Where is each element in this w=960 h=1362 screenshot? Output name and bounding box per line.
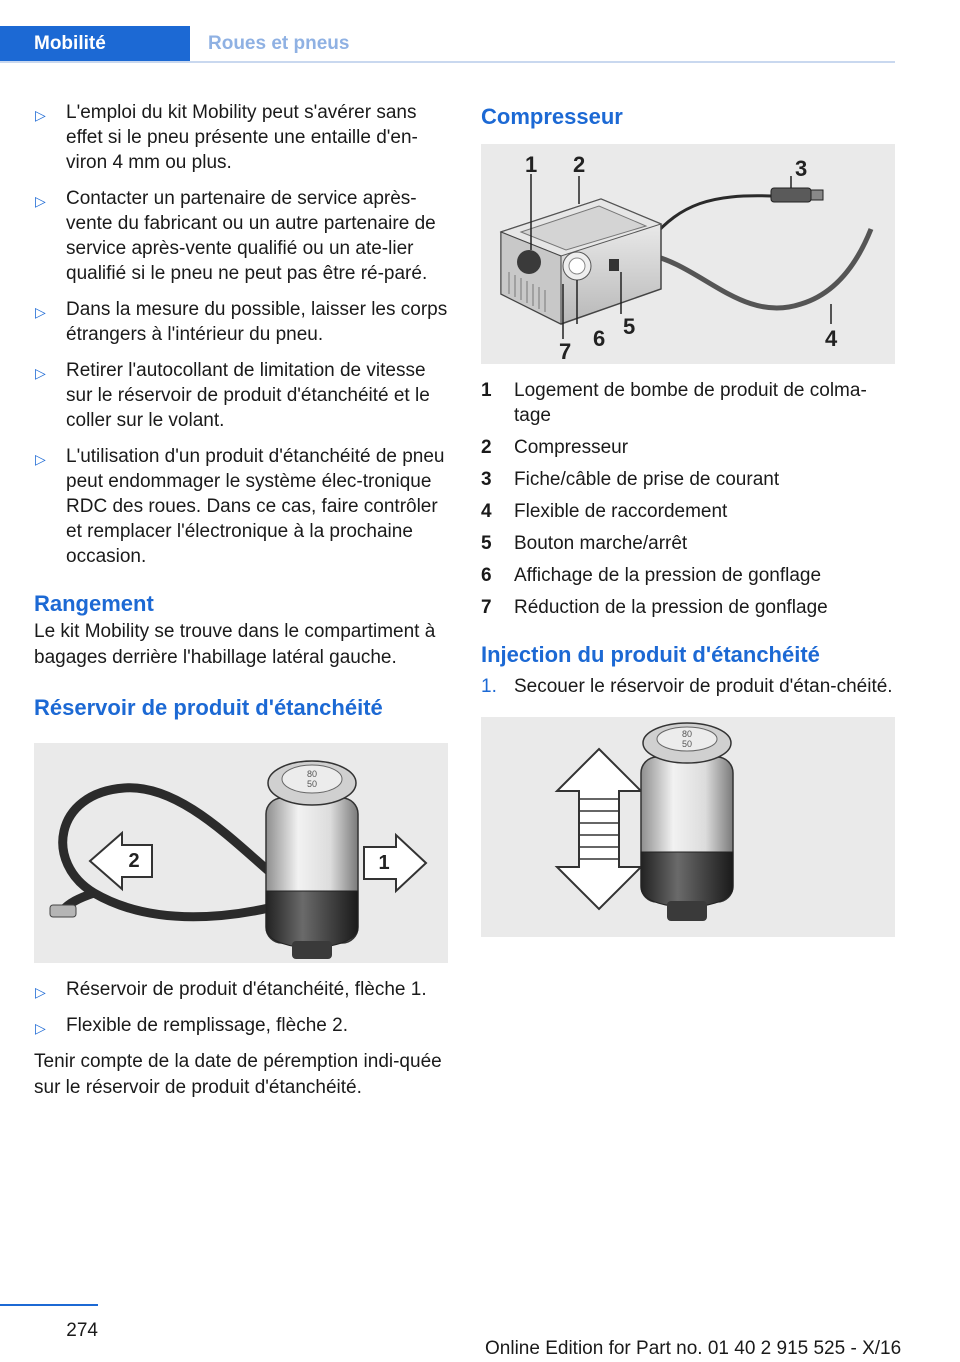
arrow-1-icon [364,835,426,891]
callout-6: 6 [593,326,606,351]
hose-connector-shape [50,905,76,917]
sealant-bottle-icon [266,761,358,959]
list-item: ▷ Dans la mesure du possible, laisser les corps étrangers à l'intérieur du pneu. [35,299,448,345]
page-number: 274 [66,1320,98,1341]
shake-arrow-icon [557,749,641,909]
callout-3: 3 [795,156,808,181]
right-column [481,100,895,937]
edition-text: Online Edition for Part no. 01 40 2 915 525 - X/16 [485,1338,902,1359]
list-item: ▷ Contacter un partenaire de service après-vente du fabricant ou un autre partenaire de service après-vente qualifié ou un ate-lier qualifié si le pneu ne peut pas être ré-paré. [35,188,436,284]
svg-text:2: 2 [128,850,140,872]
list-item: 6 Affichage de la pression de gonflage [481,565,822,586]
arrow-2-icon [90,833,152,889]
triangle-bullet-icon: ▷ [35,984,46,1000]
callout-2: 2 [573,152,586,177]
callout-1: 1 [525,152,538,177]
dial-label: 80 [306,769,318,779]
triangle-bullet-icon: ▷ [35,451,46,467]
storage-text: Le kit Mobility se trouve dans le compartiment à bagages derrière l'habillage latéral gauche. [34,621,436,668]
dial-label: 50 [306,779,318,789]
air-hose-shape [646,229,871,308]
shake-figure [481,717,895,937]
list-item: ▷ L'emploi du kit Mobility peut s'avérer sans effet si le pneu présente une entaille d'en-viron 4 mm ou plus. [35,102,418,173]
callout-4: 4 [825,326,838,351]
storage-heading: Rangement [34,591,154,616]
list-item: ▷ Réservoir de produit d'étanchéité, flèche 1. [34,977,448,1002]
list-item: ▷ Retirer l'autocollant de limitation de vitesse sur le réservoir de produit d'étanchéité et le coller sur le volant. [35,360,430,431]
injection-heading: Injection du produit d'étanchéité [481,642,820,667]
reservoir-list [34,977,448,1038]
left-column [34,100,448,1101]
footer-divider [0,1304,98,1306]
list-item: ▷ L'utilisation d'un produit d'étanchéité de pneu peut endommager le système élec-tronique RDC des roues. Dans ce cas, faire contrôler et remplacer l'électronique à la prochaine occasion. [35,446,445,567]
power-cable-shape [651,196,771,239]
header-divider [0,61,895,63]
triangle-bullet-icon: ▷ [35,365,46,381]
reservoir-heading: Réservoir de produit d'étanchéité [34,695,383,720]
expiry-text: Tenir compte de la date de péremption indi-quée sur le réservoir de produit d'étanchéité. [34,1051,442,1098]
triangle-bullet-icon: ▷ [35,1020,46,1036]
compressor-heading: Compresseur [481,104,623,129]
compressor-legend [481,378,895,620]
triangle-bullet-icon: ▷ [35,193,46,209]
tab-roues-et-pneus[interactable]: Roues et pneus [208,33,350,54]
tab-mobilite[interactable]: Mobilité [0,26,190,62]
reservoir-figure [34,743,448,963]
triangle-bullet-icon: ▷ [35,304,46,320]
list-item: 4 Flexible de raccordement [481,501,728,522]
warning-list [34,100,448,569]
list-item: ▷ Flexible de remplissage, flèche 2. [34,1013,448,1038]
list-item: 1 Logement de bombe de produit de colma-tage [481,380,867,426]
compressor-body-icon [501,199,661,324]
plug-shape [771,188,811,202]
svg-text:1: 1 [378,852,390,874]
callout-7: 7 [559,339,572,364]
hose-shape [63,788,289,917]
sealant-bottle-icon [641,723,733,921]
dial-label: 80 [681,729,693,739]
header-tabs [0,26,349,62]
list-item: 2 Compresseur [481,437,629,458]
list-item: 1. Secouer le réservoir de produit d'étan-chéité. [481,676,893,697]
injection-steps [481,674,895,699]
list-item: 7 Réduction de la pression de gonflage [481,597,828,618]
callout-5: 5 [623,314,636,339]
triangle-bullet-icon: ▷ [35,107,46,123]
compressor-figure [481,144,895,364]
dial-label: 50 [681,739,693,749]
list-item: 5 Bouton marche/arrêt [481,533,688,554]
list-item: 3 Fiche/câble de prise de courant [481,469,780,490]
